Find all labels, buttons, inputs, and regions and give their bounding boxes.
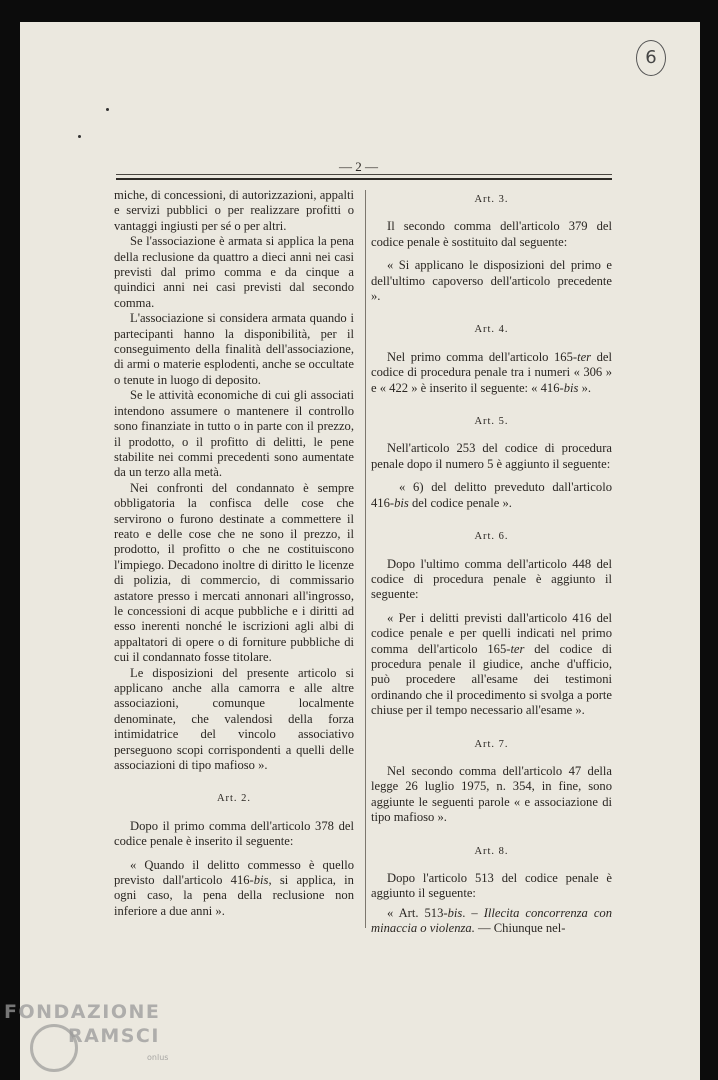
article-heading-5: Art. 5. <box>474 416 509 428</box>
left-column <box>114 188 354 919</box>
column-divider <box>365 190 366 928</box>
quoted-text: « Si applicano le disposizioni del primo e dell'ultimo capoverso dell'articolo precedente ». <box>371 258 612 304</box>
header-rule-thin <box>116 174 612 175</box>
quoted-text: « Quando il delitto commesso è quello previsto dall'articolo 416-bis, si applica, in ogni caso, la pena della reclusione non inferiore a due anni ». <box>114 857 354 918</box>
ink-speck <box>106 108 109 111</box>
paragraph: L'associazione si considera armata quando i partecipanti hanno la disponibilità, per il conseguimento della finalità dell'associazione, di armi o materie esplodenti, anche se occultate o tenute in luogo di deposito. <box>114 311 354 387</box>
watermark-sub: onlus <box>147 1053 169 1062</box>
paragraph: Se l'associazione è armata si applica la pena della reclusione da quattro a dieci anni nei casi previsti dal primo comma e da cinque a quindici anni nei casi previsti dal secondo comma. <box>114 234 354 310</box>
watermark-line2: RAMSCI <box>68 1025 160 1047</box>
right-column <box>371 190 612 937</box>
paragraph: Dopo il primo comma dell'articolo 378 del codice penale è inserito il seguente: <box>114 818 354 849</box>
paragraph: Nel secondo comma dell'articolo 47 della legge 26 luglio 1975, n. 354, in fine, sono aggiunte le seguenti parole « e associazione di tipo mafioso ». <box>371 763 612 825</box>
paragraph: Dopo l'articolo 513 del codice penale è aggiunto il seguente: <box>371 871 612 901</box>
article-heading-4: Art. 4. <box>474 324 509 336</box>
watermark-line1: FONDAZIONE <box>4 1001 161 1023</box>
paragraph: Nell'articolo 253 del codice di procedura penale dopo il numero 5 è aggiunto il seguente: <box>371 441 612 471</box>
article-heading-7: Art. 7. <box>474 738 509 750</box>
paragraph: Nei confronti del condannato è sempre obbligatoria la confisca delle cose che servirono o furono destinate a commettere il reato e delle cose che ne sono il prezzo, il prodotto, il profitto o che ne costituiscono l'impiego. Decadono inoltre di diritto le licenze di polizia, di commercio, di commissario astatore presso i mercati annonari all'ingrosso, le concessioni di acque pubbliche e i diritti ad esso inerenti nonché le iscrizioni agli albi di appaltatori di opere o di forniture pubbliche di cui il condannato fosse titolare. <box>114 480 354 665</box>
article-heading-6: Art. 6. <box>474 531 509 543</box>
article-heading-2: Art. 2. <box>216 793 252 805</box>
quoted-text: « Per i delitti previsti dall'articolo 416 del codice penale e per quelli indicati nel primo comma dell'articolo 165-ter del codice di procedura penale il giudice, anche d'ufficio, può procedere all'esame dei testimoni ordinando che il procedimento si svolga a porte chiuse per il tempo necessario all'esame ». <box>371 610 612 718</box>
quoted-text: « 6) del delitto preveduto dall'articolo 416-bis del codice penale ». <box>371 480 612 510</box>
header-rule-thick <box>116 178 612 180</box>
handwritten-page-annotation: 6 <box>636 40 666 76</box>
paragraph: Il secondo comma dell'articolo 379 del codice penale è sostituito dal seguente: <box>371 219 612 249</box>
paragraph: miche, di concessioni, di autorizzazioni, appalti e servizi pubblici o per realizzare profitti o vantaggi ingiusti per sé o per altri. <box>114 188 354 233</box>
article-heading-8: Art. 8. <box>474 845 509 857</box>
paragraph: Dopo l'ultimo comma dell'articolo 448 del codice di procedura penale è aggiunto il seguente: <box>371 556 612 602</box>
paragraph: Nel primo comma dell'articolo 165-ter del codice di procedura penale tra i numeri « 306 » e « 422 » è inserito il seguente: « 416-bis ». <box>371 349 612 395</box>
paragraph: Le disposizioni del presente articolo si applicano anche alla camorra e alle altre associazioni, comunque localmente denominate, che valendosi della forza intimidatrice del vincolo associativo perseguono scopi corrispondenti a quelli delle associazioni di tipo mafioso ». <box>114 665 354 773</box>
quoted-text: « Art. 513-bis. – Illecita concorrenza con minaccia o violenza. — Chiunque nel- <box>371 905 612 936</box>
paragraph: Se le attività economiche di cui gli associati intendono assumere o mantenere il controllo sono finanziate in tutto o in parte con il prezzo, il prodotto, o il profitto di delitti, le pene stabilite nei commi precedenti sono aumentate da un terzo alla metà. <box>114 388 354 480</box>
ink-speck <box>78 135 81 138</box>
page-number: — 2 — <box>339 159 378 174</box>
article-heading-3: Art. 3. <box>474 194 509 205</box>
